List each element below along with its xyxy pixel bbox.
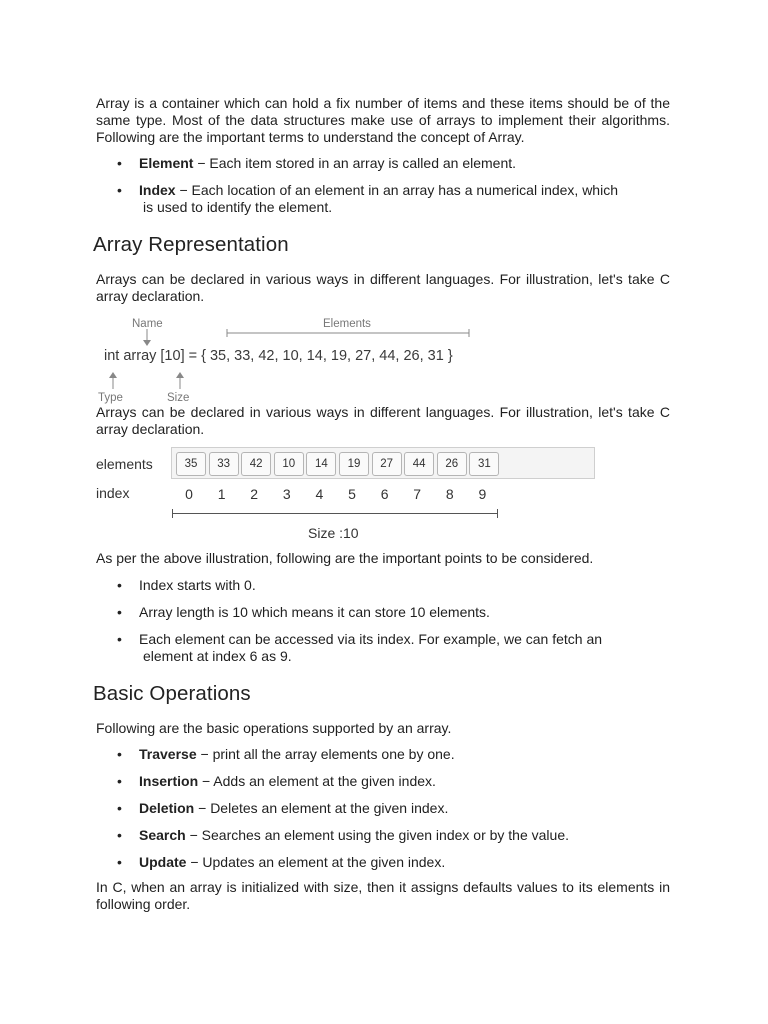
- point-text: Index starts with 0.: [139, 577, 256, 593]
- array-cells: [171, 447, 595, 479]
- op-desc: − Updates an element at the given index.: [186, 854, 446, 870]
- op-desc: − Searches an element using the given index or by the value.: [185, 827, 570, 843]
- list-item: [96, 182, 670, 216]
- label-elements: Elements: [323, 318, 371, 330]
- list-item: [96, 604, 670, 621]
- array-index: 8: [445, 486, 454, 502]
- heading-array-representation: Array Representation: [93, 233, 289, 256]
- label-name: Name: [132, 318, 163, 330]
- array-index: 6: [380, 486, 389, 502]
- representation-paragraph-2: Arrays can be declared in various ways in different languages. For illustration, let's take C array declaration.: [96, 404, 670, 437]
- list-item: [96, 827, 670, 844]
- list-item: [96, 773, 670, 790]
- elements-label: elements: [96, 456, 153, 472]
- declaration-diagram: [96, 315, 670, 405]
- list-item: [96, 577, 670, 594]
- index-label: index: [96, 485, 130, 501]
- list-item: [96, 631, 670, 665]
- terms-list: [96, 155, 670, 216]
- array-index: 7: [413, 486, 422, 502]
- op-search: Search: [139, 827, 186, 843]
- array-cell: 33: [209, 452, 239, 476]
- points-list: [96, 577, 670, 665]
- size-label: Size :10: [308, 525, 359, 541]
- representation-paragraph-1: Arrays can be declared in various ways in different languages. For illustration, let's take C array declaration.: [96, 271, 670, 304]
- point-text: Each element can be accessed via its index. For example, we can fetch an: [139, 631, 603, 647]
- array-cell: 14: [306, 452, 336, 476]
- array-cell: 42: [241, 452, 271, 476]
- term-element: Element: [139, 155, 194, 171]
- array-index: 1: [217, 486, 226, 502]
- document-page: [93, 95, 670, 913]
- heading-basic-operations: Basic Operations: [93, 682, 251, 705]
- op-traverse: Traverse: [139, 746, 197, 762]
- array-cell: 31: [469, 452, 499, 476]
- size-bracket: [172, 513, 498, 514]
- operations-intro: Following are the basic operations supported by an array.: [96, 720, 452, 736]
- array-cell: 44: [404, 452, 434, 476]
- points-intro: As per the above illustration, following are the important points to be considered.: [96, 550, 594, 566]
- array-index: 5: [348, 486, 356, 502]
- label-type: Type: [98, 392, 123, 404]
- term-index-desc-cont: is used to identify the element.: [143, 199, 333, 215]
- array-cell: 10: [274, 452, 304, 476]
- term-element-desc: − Each item stored in an array is called an element.: [193, 155, 517, 171]
- intro-paragraph: Array is a container which can hold a fix number of items and these items should be of the same type. Most of the data structures make use of arrays to implement their algorithms. Following are the important terms to understand the concept of Array.: [96, 95, 670, 145]
- array-index: 2: [250, 486, 259, 502]
- array-index: 3: [282, 486, 291, 502]
- array-cell: 19: [339, 452, 369, 476]
- list-item: [96, 155, 670, 172]
- point-text: Array length is 10 which means it can store 10 elements.: [139, 604, 490, 620]
- array-index: 0: [185, 486, 193, 502]
- array-cell: 35: [176, 452, 206, 476]
- array-cell: 27: [372, 452, 402, 476]
- op-desc: − print all the array elements one by one.: [196, 746, 455, 762]
- label-size: Size: [167, 392, 190, 404]
- array-diagram: [96, 447, 670, 542]
- op-desc: − Adds an element at the given index.: [198, 773, 436, 789]
- operations-list: [96, 746, 670, 871]
- op-desc: − Deletes an element at the given index.: [194, 800, 449, 816]
- list-item: [96, 746, 670, 763]
- term-index: Index: [139, 182, 176, 198]
- op-deletion: Deletion: [139, 800, 195, 816]
- term-index-desc: − Each location of an element in an array has a numerical index, which: [175, 182, 618, 198]
- array-index: 4: [315, 486, 324, 502]
- point-text-cont: element at index 6 as 9.: [143, 648, 292, 664]
- op-insertion: Insertion: [139, 773, 199, 789]
- array-cell: 26: [437, 452, 467, 476]
- op-update: Update: [139, 854, 187, 870]
- declaration-code: int array [10] = { 35, 33, 42, 10, 14, 19, 27, 44, 26, 31 }: [104, 348, 453, 364]
- array-index: 9: [478, 486, 487, 502]
- list-item: [96, 800, 670, 817]
- closing-paragraph: In C, when an array is initialized with size, then it assigns defaults values to its elements in following order.: [96, 879, 670, 912]
- list-item: [96, 854, 670, 871]
